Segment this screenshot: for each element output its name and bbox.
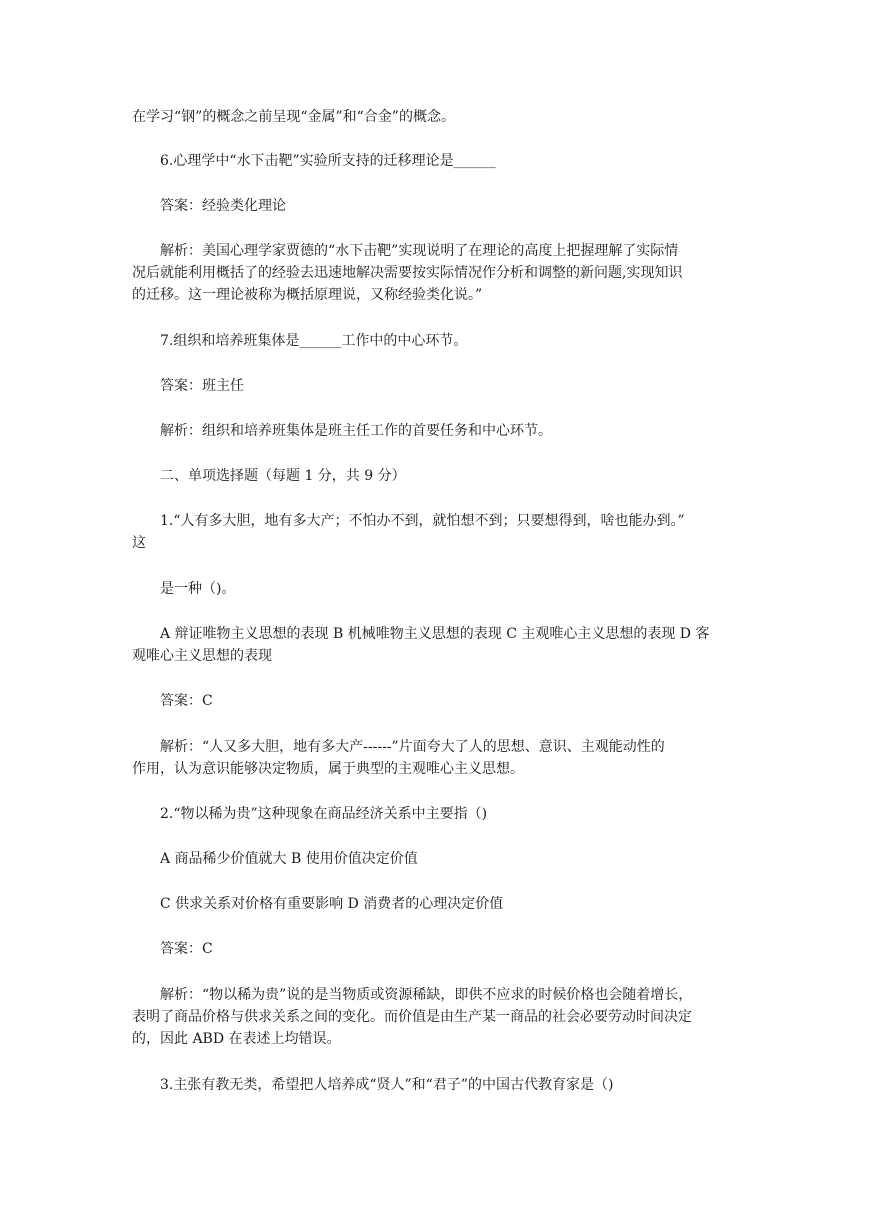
choice-analysis-2-line-3: 的，因此 ABD 在表述上均错误。: [132, 1031, 341, 1047]
text-line-steel-concept: 在学习“钢”的概念之前呈现“金属”和“合金”的概念。: [132, 109, 455, 125]
choice-question-3: 3.主张有教无类，希望把人培养成“贤人”和“君子”的中国古代教育家是（): [160, 1077, 614, 1093]
choice-question-2-options-line-1: A 商品稀少价值就大 B 使用价值决定价值: [160, 851, 418, 867]
choice-analysis-2-line-1: 解析：“物以稀为贵”说的是当物质或资源稀缺，即供不应求的时候价格也会随着增长，: [160, 987, 693, 1003]
choice-question-1-line-1: 1.“人有多大胆，地有多大产；不怕办不到，就怕想不到；只要想得到，啥也能办到。”: [160, 513, 685, 529]
question-7: 7.组织和培养班集体是______工作中的中心环节。: [160, 333, 468, 349]
choice-question-2: 2.“物以稀为贵”这种现象在商品经济关系中主要指（): [160, 806, 488, 822]
choice-question-1-options-line-2: 观唯心主义思想的表现: [132, 648, 272, 664]
choice-answer-2: 答案：C: [160, 941, 213, 957]
choice-question-1-line-3: 是一种（)。: [160, 581, 236, 597]
choice-question-2-options-line-2: C 供求关系对价格有重要影响 D 消费者的心理决定价值: [160, 896, 504, 912]
choice-question-1-options-line-1: A 辩证唯物主义思想的表现 B 机械唯物主义思想的表现 C 主观唯心主义思想的表现 D 客: [160, 626, 710, 642]
analysis-6-line-2: 况后就能利用概括了的经验去迅速地解决需要按实际情况作分析和调整的新问题,实现知识: [132, 265, 683, 281]
choice-question-1-line-2: 这: [132, 535, 146, 551]
analysis-6-line-1: 解析：美国心理学家贾德的“水下击靶”实现说明了在理论的高度上把握理解了实际情: [160, 243, 679, 259]
section-heading-single-choice: 二、单项选择题（每题 1 分，共 9 分）: [160, 468, 406, 484]
choice-analysis-2-line-2: 表明了商品价格与供求关系之间的变化。而价值是由生产某一商品的社会必要劳动时间决定: [132, 1009, 692, 1025]
question-6: 6.心理学中“水下击靶”实验所支持的迁移理论是______: [160, 153, 496, 169]
analysis-6-line-3: 的迁移。这一理论被称为概括原理说，又称经验类化说。”: [132, 287, 483, 303]
analysis-7: 解析：组织和培养班集体是班主任工作的首要任务和中心环节。: [160, 423, 552, 439]
answer-7: 答案：班主任: [160, 378, 244, 394]
choice-answer-1: 答案：C: [160, 693, 213, 709]
choice-analysis-1-line-1: 解析：“人又多大胆，地有多大产------”片面夸大了人的思想、意识、主观能动性的: [160, 739, 665, 755]
answer-6: 答案：经验类化理论: [160, 198, 286, 214]
choice-analysis-1-line-2: 作用，认为意识能够决定物质，属于典型的主观唯心主义思想。: [132, 761, 524, 777]
